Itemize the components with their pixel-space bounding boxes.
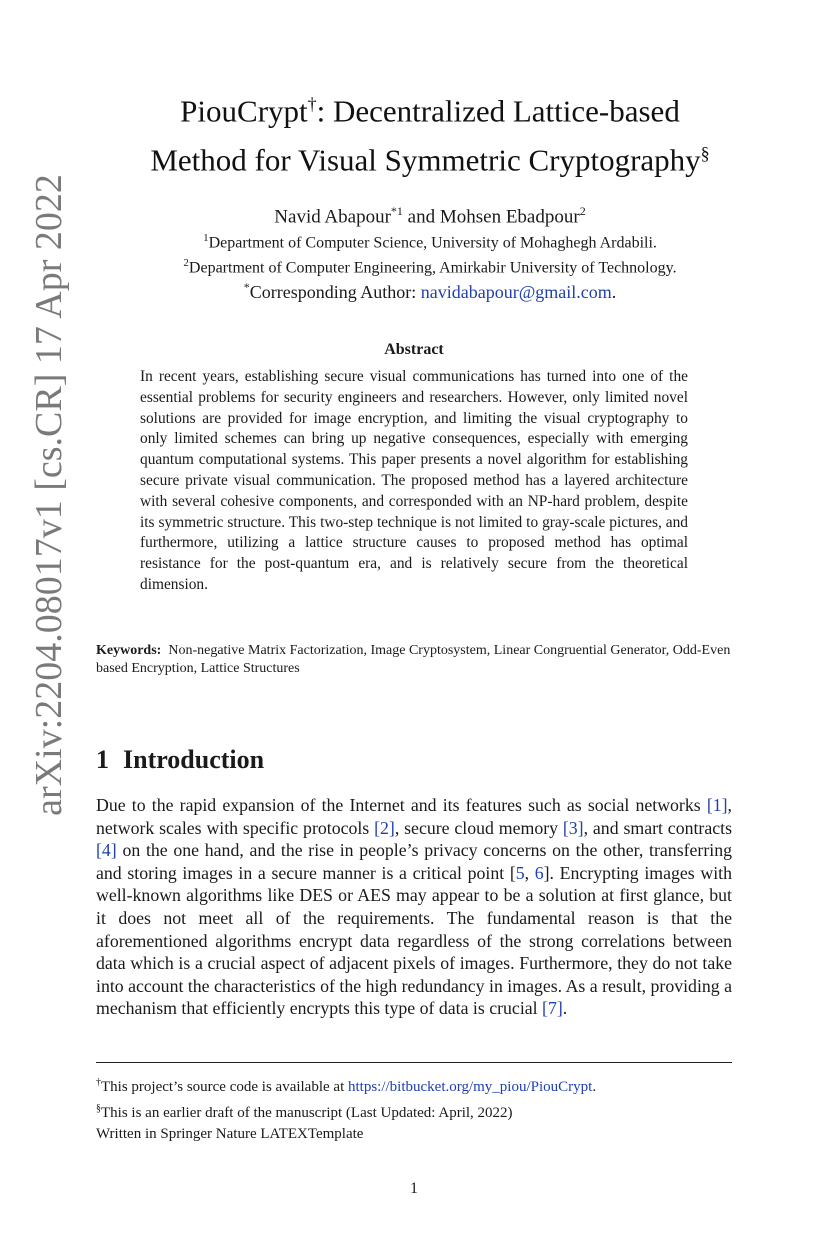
intro-text: Due to the rapid expansion of the Internet and its features such as social networks: [96, 795, 707, 815]
footnote-draft-note: [96, 1098, 756, 1124]
author-connector: and: [402, 206, 440, 228]
intro-text: , secure cloud memory: [394, 817, 563, 838]
corresponding-mark: *: [243, 280, 250, 294]
intro-text: .: [562, 998, 568, 1019]
citation-link[interactable]: [3]: [562, 817, 584, 838]
section-number: 1: [96, 745, 109, 774]
corresponding-trailing: .: [611, 282, 617, 302]
email-link[interactable]: navidabapour@gmail.com: [420, 282, 612, 302]
author-affiliation-mark: 2: [579, 204, 586, 218]
title-section-mark: §: [700, 143, 710, 164]
title-text-line2: Method for Visual Symmetric Cryptography: [150, 142, 701, 178]
citation-link[interactable]: 6: [534, 862, 544, 883]
paper-title: [80, 83, 780, 182]
title-line-2: [80, 132, 780, 181]
section-title: Introduction: [123, 745, 265, 774]
intro-text: on the one hand, and the rise in people’s privacy concerns on the other, transferring and storing images in a secure manner is a critical point [: [96, 840, 732, 883]
arxiv-identifier-stamp: arXiv:2204.08017v1 [cs.CR] 17 Apr 2022: [28, 174, 70, 816]
intro-text: , network scales with specific protocols: [96, 795, 732, 838]
affiliation-mark: 1: [203, 232, 209, 244]
abstract-heading: Abstract: [384, 341, 444, 358]
title-text-rest: : Decentralized Lattice-based: [316, 93, 680, 129]
corresponding-label: Corresponding Author:: [249, 282, 421, 302]
footnote-text: This is an earlier draft of the manuscript (Last Updated: April, 2022): [101, 1105, 513, 1121]
author-affiliation-mark: *1: [390, 204, 403, 218]
abstract-text: In recent years, establishing secure visual communications has turned into one of the essential problems for security engineers and researchers. However, only limited novel solutions are provided for image encryption, and limiting the visual cryptography to only limited schemes can bring up negative consequences, especially with emerging quantum computational systems. This paper presents a novel algorithm for establishing secure private visual communication. The proposed method has a layered architecture with several cohesive components, and corresponded with an NP-hard problem, despite its symmetric structure. This two-step technique is not limited to gray-scale pictures, and furthermore, utilizing a lattice structure causes to proposed method has optimal resistance for the post-quantum era, and is relatively secure from the theoretical dimension.: [140, 368, 688, 593]
affiliation-1: [80, 227, 780, 254]
citation-link[interactable]: 5: [515, 862, 525, 883]
citation-link[interactable]: [2]: [374, 817, 395, 838]
title-text: PiouCrypt: [180, 93, 308, 129]
footnote-mark: †: [96, 1077, 101, 1088]
footnotes: [96, 1072, 756, 1145]
section-heading: [96, 745, 732, 775]
page-number: 1: [410, 1180, 418, 1197]
intro-text: ]. Encrypting images with well-known algorithms like DES or AES may appear to be a solution at first glance, but it does not meet all of the requirements. The fundamental reason is that the aforementioned algorithms encrypt data regardless of the strong correlations between data which is a crucial aspect of adjacent pixels of images. Furthermore, they do not take into account the characteristics of the high redundancy in images. As a result, providing a mechanism that efficiently encrypts this type of data is crucial: [96, 862, 732, 1019]
intro-text: ,: [524, 862, 535, 883]
affiliation-text: Department of Computer Science, University of Mohaghegh Ardabili.: [208, 234, 657, 252]
footnote-source-code: [96, 1072, 756, 1098]
repository-link[interactable]: https://bitbucket.org/my_piou/PiouCrypt: [348, 1079, 593, 1095]
keywords-label: Keywords:: [96, 643, 162, 658]
footnote-mark: §: [96, 1103, 101, 1114]
author-list: [80, 198, 780, 230]
citation-link[interactable]: [1]: [706, 795, 728, 815]
title-dagger-mark: †: [307, 94, 317, 114]
introduction-paragraph: [96, 794, 732, 1020]
affiliation-mark: 2: [183, 257, 189, 269]
intro-text: , and smart contracts: [583, 817, 732, 838]
title-line-1: [80, 83, 780, 132]
footnote-text: This project’s source code is available at: [101, 1079, 348, 1095]
affiliation-text: Department of Computer Engineering, Amirkabir University of Technology.: [188, 259, 677, 277]
author-name: Mohsen Ebadpour: [439, 206, 580, 228]
footnote-trailing: .: [592, 1079, 597, 1095]
footnote-divider: [96, 1062, 732, 1063]
citation-link[interactable]: [7]: [542, 998, 563, 1019]
keywords: [96, 642, 732, 678]
footnote-template-note: Written in Springer Nature LATEXTemplate: [96, 1126, 364, 1142]
author-name: Navid Abapour: [274, 206, 391, 228]
corresponding-author: [80, 275, 780, 304]
citation-link[interactable]: [4]: [96, 840, 117, 861]
keywords-text: Non-negative Matrix Factorization, Image Cryptosystem, Linear Congruential Generator, Odd-Even based Encryption, Lattice Structures: [96, 643, 731, 676]
